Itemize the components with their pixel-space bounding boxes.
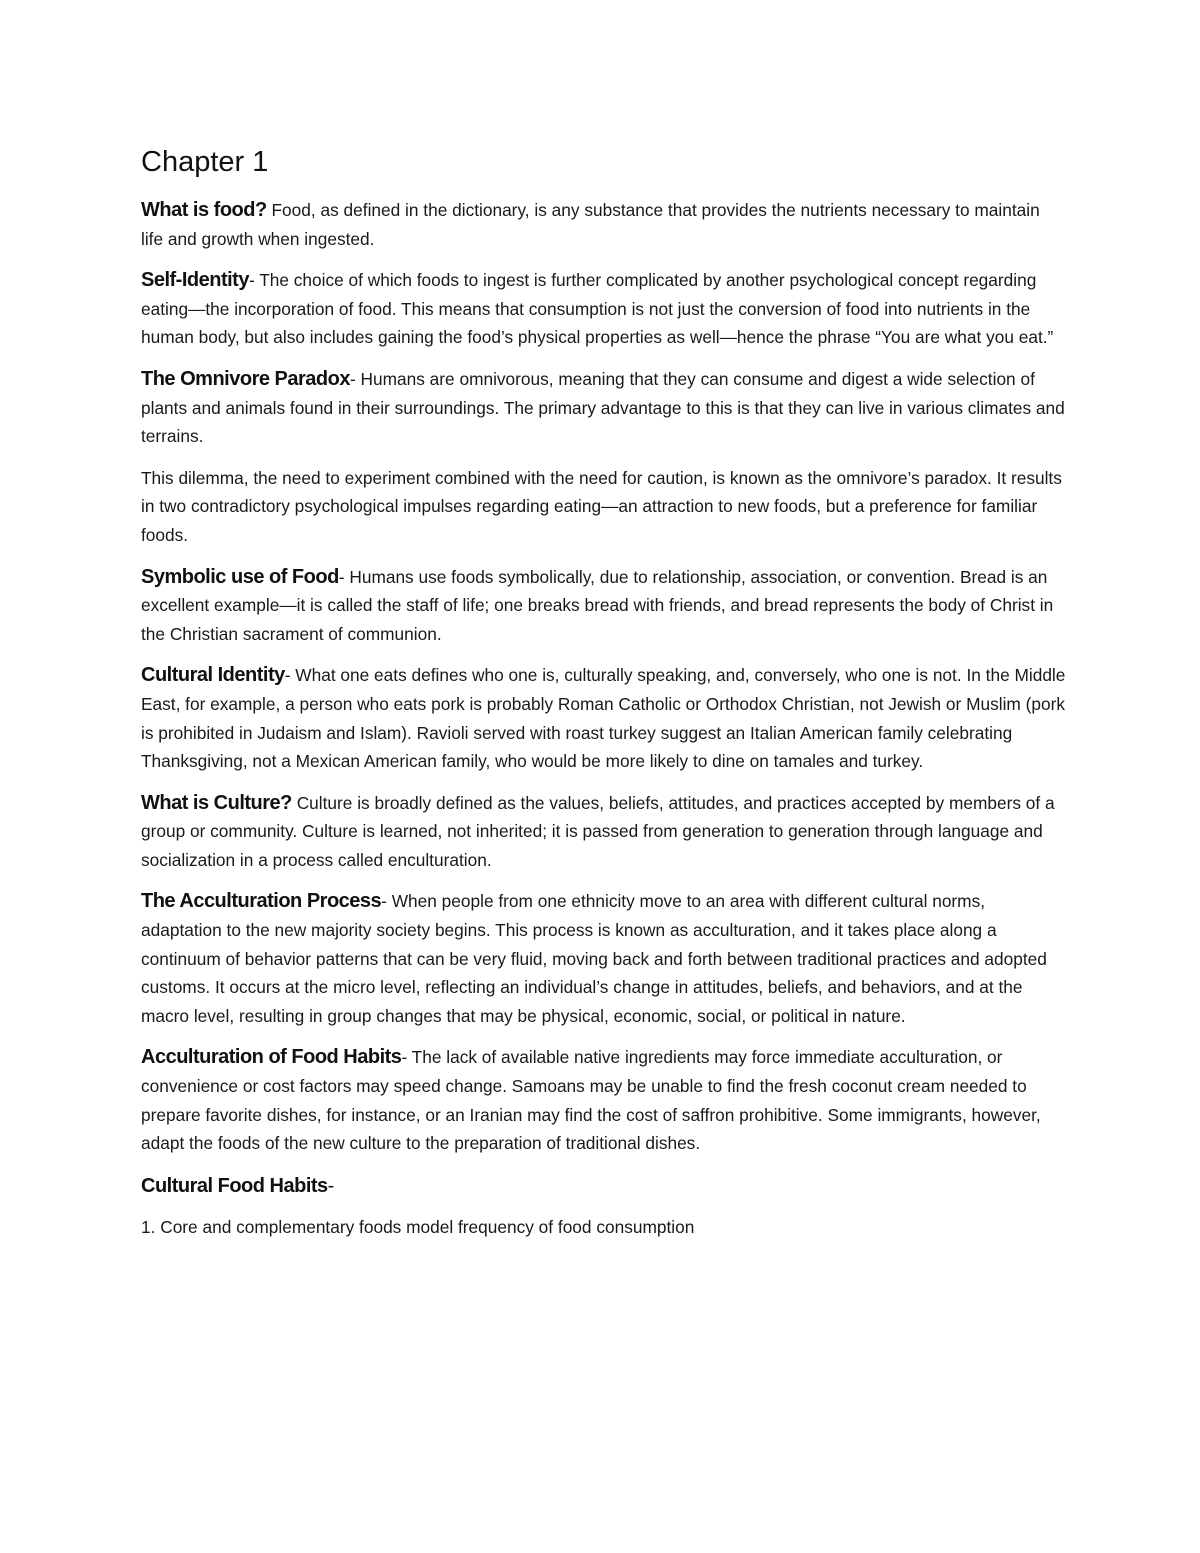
- term-self-identity: Self-Identity: [141, 269, 249, 292]
- paragraph-omnivore-dilemma: This dilemma, the need to experiment combined with the need for caution, is known as the omnivore’s paradox. It results in two contradictory psychological impulses regarding eating—an attraction to new foods, but a preference for familiar foods.: [141, 467, 1062, 545]
- definition-cultural-identity: - What one eats defines who one is, culturally speaking, and, conversely, who one is not. In the Middle East, for example, a person who eats pork is probably Roman Catholic or Orthodox Christian, not Jewish or Muslim (pork is prohibited in Judaism and Islam). Ravioli served with roast turkey suggest an Italian American family celebrating Thanksgiving, not a Mexican American family, who would be more likely to dine on tamales and turkey.: [141, 665, 1066, 772]
- term-cultural-identity: Cultural Identity: [141, 664, 285, 687]
- definition-acculturation-process: - When people from one ethnicity move to an area with different cultural norms, adaptation to the new majority society begins. This process is known as acculturation, and it takes place along a continuum of behavior patterns that can be very fluid, moving back and forth between traditional practices and adopted customs. It occurs at the micro level, reflecting an individual’s change in attitudes, beliefs, and behaviors, and at the macro level, resulting in group changes that may be physical, economic, social, or political in nature.: [141, 891, 1047, 1026]
- subhead-cultural-food-habits: Cultural Food Habits: [141, 1174, 328, 1197]
- section-what-is-culture: [141, 789, 1066, 875]
- term-omnivore-paradox: The Omnivore Paradox: [141, 367, 350, 390]
- term-acculturation-process: The Acculturation Process: [141, 890, 382, 913]
- section-what-is-food: [141, 196, 1066, 253]
- definition-symbolic-use: - Humans use foods symbolically, due to relationship, association, or convention. Bread is an excellent example—it is called the staff of life; one breaks bread with friends, and bread represents the body of Christ in the Christian sacrament of communion.: [141, 566, 1054, 644]
- term-what-is-food: What is food?: [141, 199, 267, 221]
- subhead-dash: -: [327, 1174, 335, 1197]
- definition-omnivore-paradox: - Humans are omnivorous, meaning that they can consume and digest a wide selection of plants and animals found in their surroundings. The primary advantage to this is that they can live in various climates and terrains.: [141, 368, 1065, 447]
- chapter-title: Chapter 1: [141, 146, 269, 178]
- term-symbolic-use: Symbolic use of Food: [141, 565, 339, 588]
- definition-what-is-culture: Culture is broadly defined as the values, beliefs, attitudes, and practices accepted by members of a group or community. Culture is learned, not inherited; it is passed from generation to generation through language and socialization in a process called enculturation.: [141, 792, 1055, 870]
- list-item-core-foods: 1. Core and complementary foods model frequency of food consumption: [141, 1216, 695, 1237]
- section-acculturation-food-habits: [141, 1043, 1066, 1157]
- section-acculturation-process: [141, 887, 1066, 1030]
- section-omnivore-paradox: [141, 365, 1066, 451]
- section-cultural-identity: [141, 661, 1066, 775]
- definition-acculturation-food-habits: - The lack of available native ingredients may force immediate acculturation, or convenience or cost factors may speed change. Samoans may be unable to find the fresh coconut cream needed to prepare favorite dishes, for instance, or an Iranian may find the cost of saffron prohibitive. Some immigrants, however, adapt the foods of the new culture to the preparation of traditional dishes.: [141, 1047, 1041, 1154]
- term-acculturation-food-habits: Acculturation of Food Habits: [141, 1046, 402, 1069]
- section-symbolic-use: [141, 563, 1066, 649]
- definition-what-is-food: Food, as defined in the dictionary, is any substance that provides the nutrients necessary to maintain life and growth when ingested.: [141, 200, 1040, 249]
- section-self-identity: [141, 266, 1066, 352]
- term-what-is-culture: What is Culture?: [141, 791, 292, 814]
- heading-cultural-food-habits: [141, 1171, 1066, 1201]
- definition-self-identity: - The choice of which foods to ingest is further complicated by another psychological concept regarding eating—the incorporation of food. This means that consumption is not just the conversion of food into nutrients in the human body, but also includes gaining the food’s physical properties as well—hence the phrase “You are what you eat.”: [141, 270, 1054, 348]
- document-content: [141, 140, 1066, 1254]
